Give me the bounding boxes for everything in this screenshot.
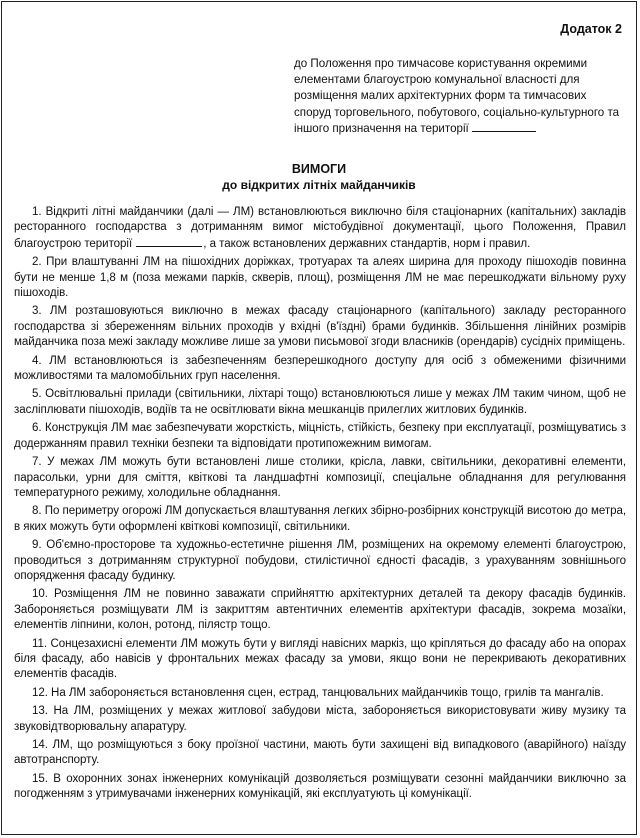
requirement-item: 15. В охоронних зонах інженерних комунікацій дозволяється розміщувати сезонні майданчики виключно за погодженням з утримувачами інженерних комунікацій, які експлуатують ці комунікації. (14, 772, 626, 801)
preamble-text: до Положення про тимчасове користування окремими елементами благоустрою комунальної власності для розміщення малих архітектурних форм та тимчасових споруд торговельного, побутового, соціально-культурного та іншого призначення на території (294, 57, 620, 135)
requirement-item: 7. У межах ЛМ можуть бути встановлені лише столики, крісла, лавки, світильники, декоративні елементи, парасольки, урни для сміття, квіткові та ландшафтні композиції, спеціальне обладнання для регулювання температурного режиму, холодильне обладнання. (14, 456, 626, 499)
requirement-item: 12. На ЛМ забороняється встановлення сцен, естрад, танцювальних майданчиків тощо, грилів та мангалів. (32, 686, 604, 699)
requirement-item: 10. Розміщення ЛМ не повинно заважати сприйняттю архітектурних деталей та декору фасадів будинків. Забороняється розміщувати ЛМ із закриттям автентичних елементів архітектури фасадів, зокрема мозаїки, елементів ліпнини, колон, ротонд, пілястр тощо. (14, 588, 626, 632)
requirement-item: 11. Сонцезахисні елементи ЛМ можуть бути у вигляді навісних маркіз, що кріпляться до фасаду або на опорах біля фасаду, або навісів у фронтальних межах фасаду за умови, якщо вони не перекривають декоративних елементів фасадів. (14, 637, 626, 681)
preamble (294, 56, 624, 137)
requirement-item: 4. ЛМ встановлюються із забезпеченням безперешкодного доступу для осіб з обмеженими фізичними можливостями та маломобільних груп населення. (14, 354, 626, 383)
requirement-item: 5. Освітлювальні прилади (світильники, ліхтарі тощо) встановлюються лише у межах ЛМ таким чином, щоб не засліплювати пішоходів, водіїв та не освітлювати вікна мешканців прилеглих житлових будинків. (14, 388, 626, 416)
requirement-item (14, 205, 626, 252)
appendix-label: Додаток 2 (560, 22, 622, 36)
document-title: ВИМОГИ (291, 162, 347, 176)
requirement-item: 14. ЛМ, що розміщуються з боку проїзної частини, мають бути захищені від випадкового (аварійного) наїзду автотранспорту. (14, 739, 626, 767)
territory-blank-inline (136, 236, 202, 247)
requirement-item: 2. При влаштуванні ЛМ на пішохідних доріжках, тротуарах та алеях ширина для проходу пішоходів повинна бути не менше 1,8 м (поза межами парків, скверів, площ), розміщення ЛМ не має перешкоджати вільному руху пішоходів. (14, 256, 626, 300)
document-page (1, 1, 637, 835)
document-subtitle: до відкритих літніх майданчиків (222, 178, 416, 192)
requirement-item: 3. ЛМ розташовуються виключно в межах фасаду стаціонарного (капітального) закладу ресторанного господарства зі збереженням вільних проходів у вхідні (в'їздні) брами будинків. Збільшення лінійних розмірів майданчика поза межі закладу можливе лише за умови письмової згоди власників (орендарів) сусідніх приміщень. (14, 305, 626, 349)
territory-blank (472, 121, 536, 132)
requirements-list (14, 205, 626, 806)
requirement-item: 13. На ЛМ, розміщених у межах житлової забудови міста, забороняється використовувати живу музику та звуковідтворювальну апаратуру. (14, 705, 626, 733)
requirement-item: 6. Конструкція ЛМ має забезпечувати жорсткість, міцність, стійкість, безпеку при експлуатації, розміщуватись з додержанням правил техніки безпеки та відповідати протипожежним вимогам. (14, 422, 626, 450)
requirement-item: 8. По периметру огорожі ЛМ допускається влаштування легких збірно-розбірних конструкцій висотою до метра, в яких можуть бути оформлені квіткові композиції, світильники. (14, 505, 626, 533)
requirement-1-start: 1. Відкриті літні майданчики (далі — ЛМ) встановлюються виключно біля стаціонарних (капітальних) закладів ресторанного господарства з дотриманням вимог містобудівної документації, цього Положення, Правил благоустрою території (14, 206, 626, 250)
requirement-item: 9. Об'ємно-просторове та художньо-естетичне рішення ЛМ, розміщених на окремому елементі благоустрою, проводиться з дотриманням структурної побудови, стилістичної єдності фасадів, з урахуванням зовнішнього опорядження фасаду будинку. (14, 539, 626, 582)
requirement-1-end: , а також встановлених державних стандартів, норм і правил. (203, 237, 531, 250)
